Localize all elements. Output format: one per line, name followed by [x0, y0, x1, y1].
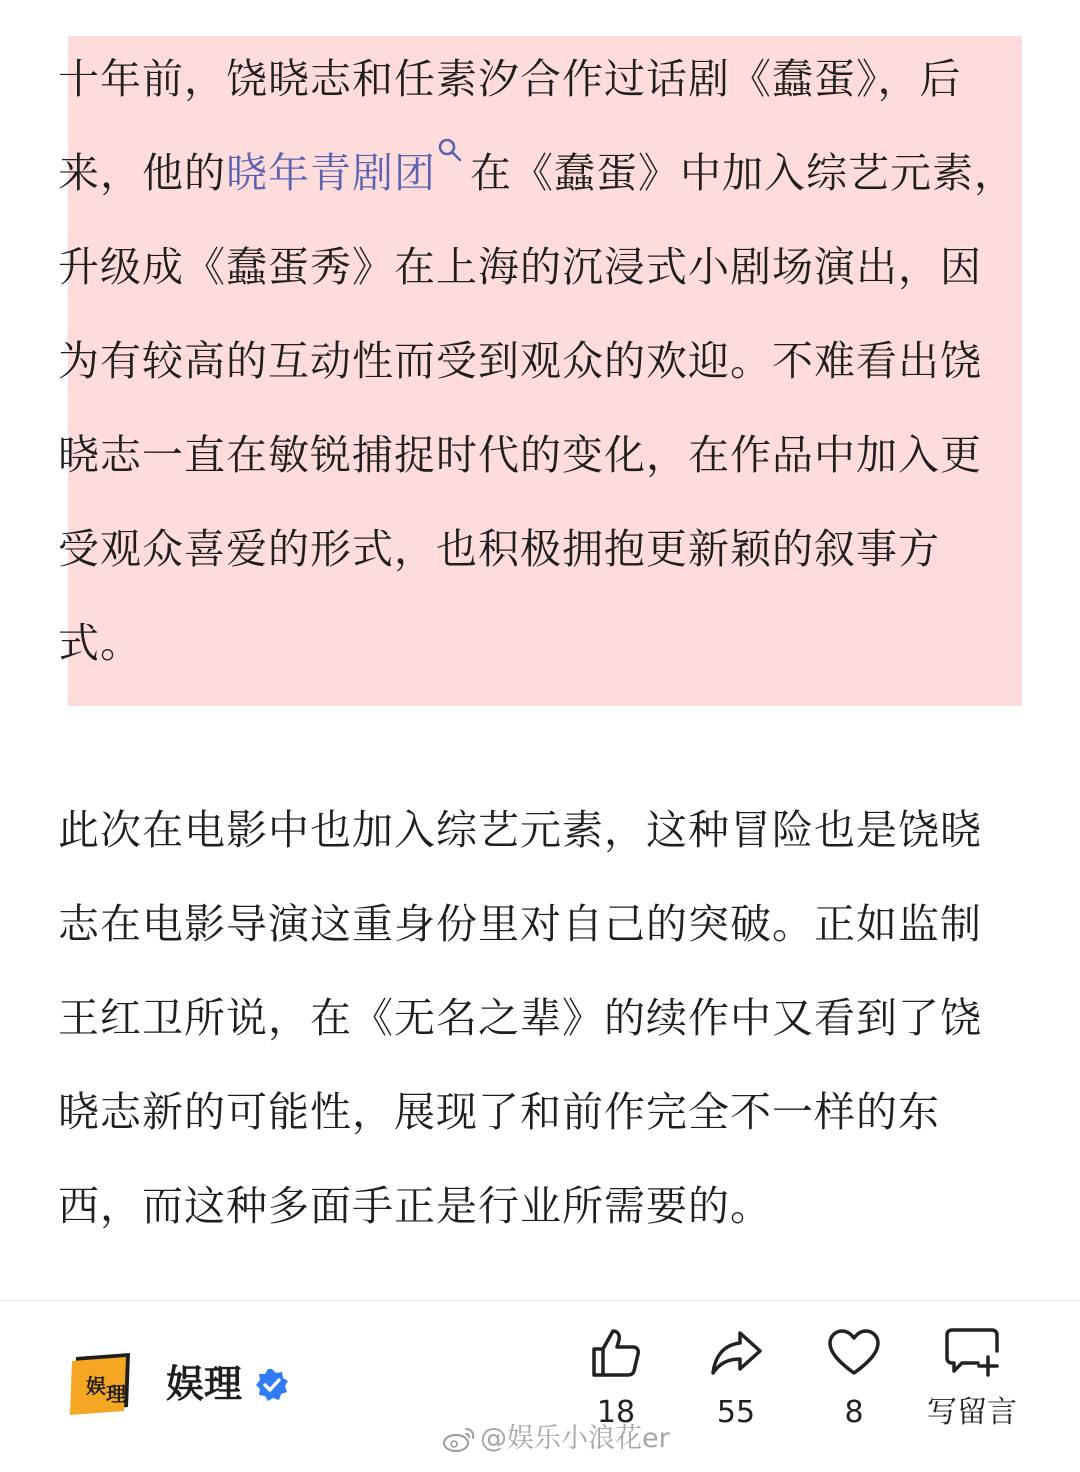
verified-badge-icon — [254, 1367, 290, 1403]
watermark — [442, 1419, 670, 1459]
paragraph-1-text-b: 在《蠢蛋》中加入综艺元素，升级成《蠢蛋秀》在上海的沉浸式小剧场演出，因为有较高的互动性而受到观众的欢迎。不难看出饶晓志一直在敏锐捕捉时代的变化，在作品中加入更受观众喜爱的形式，也积极拥抱更新颖的叙事方式。 — [58, 149, 1016, 667]
share-arrow-icon — [708, 1325, 764, 1381]
weibo-logo-icon — [442, 1426, 476, 1454]
watermark-text: @娱乐小浪花er — [480, 1423, 670, 1454]
svg-text:理: 理 — [106, 1382, 126, 1406]
svg-text:娱: 娱 — [86, 1374, 106, 1398]
troupe-link[interactable]: 晓年青剧团 — [226, 149, 436, 197]
author-avatar[interactable] — [68, 1351, 134, 1417]
article-paragraph-2: 此次在电影中也加入综艺元素，这种冒险也是饶晓志在电影导演这重身份里对自己的突破。正如监制王红卫所说，在《无名之辈》的续作中又看到了饶晓志新的可能性，展现了和前作完全不一样的东西，而这种多面手正是行业所需要的。 — [58, 806, 982, 1230]
paragraph-1-text-a: 十年前，饶晓志和任素汐合作过话剧《蠢蛋》，后来，他的 — [58, 55, 962, 197]
like-button[interactable] — [556, 1325, 676, 1433]
favorite-count: 8 — [844, 1395, 864, 1430]
thumbs-up-icon — [588, 1325, 644, 1381]
share-button[interactable] — [676, 1325, 796, 1433]
author-name[interactable]: 娱理 — [166, 1362, 243, 1406]
heart-icon — [826, 1325, 882, 1381]
search-icon[interactable] — [436, 136, 466, 166]
article-paragraph-1 — [58, 32, 1018, 690]
share-count: 55 — [716, 1395, 756, 1430]
comment-label: 写留言 — [927, 1395, 1017, 1430]
comment-plus-icon — [942, 1325, 1002, 1381]
article-footer — [0, 1301, 1080, 1472]
comment-button[interactable] — [912, 1325, 1032, 1433]
like-count: 18 — [596, 1395, 636, 1430]
favorite-button[interactable] — [794, 1325, 914, 1433]
